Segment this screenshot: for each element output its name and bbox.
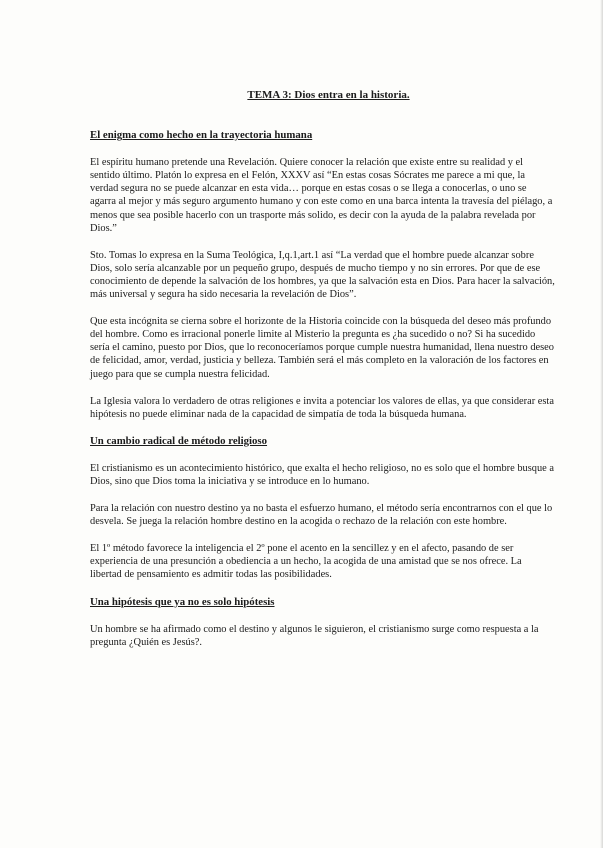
paragraph: Para la relación con nuestro destino ya no basta el esfuerzo humano, el método sería encontrarnos con el que lo desvela. Se juega la relación hombre destino en la acogida o rechazo de la relación con este hombre.: [90, 503, 553, 528]
paragraph: Sto. Tomas lo expresa en la Suma Teológica, I,q.1,art.1 así “La verdad que el hombre puede alcanzar sobre Dios, solo sería alcanzable por un pequeño grupo, después de mucho tiempo y no sin errores. Por que de ese conocimiento de depende la salvación de los hombres, ya que la salvación esta en Dios. Para hacer la salvación, más universal y segura ha sido necesaria la revelación de Dios”.: [90, 249, 555, 301]
paragraph: El cristianismo es un acontecimiento histórico, que exalta el hecho religioso, no es solo que el hombre busque a Dios, sino que Dios toma la iniciativa y se introduce en lo humano.: [90, 462, 554, 487]
paragraph: La Iglesia valora lo verdadero de otras religiones e invita a potenciar los valores de ellas, ya que considerar esta hipótesis no puede eliminar nada de la capacidad de simpatía de toda la búsqueda humana.: [90, 395, 554, 420]
paragraph: El espíritu humano pretende una Revelación. Quiere conocer la relación que existe entre su realidad y el sentido último. Platón lo expresa en el Felón, XXXV así “En estas cosas Sócrates me parece a mi que, la verdad segura no se puede alcanzar en esta vida… porque en estas cosas o se llega a conocerlas, o uno se agarra al mejor y más seguro argumento humano y con este como en una barca intenta la travesía del piélago, a menos que sea posible hacerlo con un trasporte más solido, es decir con la ayuda de la palabra revelada por Dios.”: [90, 157, 553, 234]
paragraph: El 1º método favorece la inteligencia el 2º pone el acento en la sencillez y en el afecto, pasando de ser experiencia de una presunción a obediencia a un hecho, la acogida de una amistad que se nos ofrece. La libertad de pensamiento es admitir todas las posibilidades.: [90, 543, 522, 581]
document-title: TEMA 3: Dios entra en la historia.: [247, 89, 410, 101]
section-heading-hipotesis: Una hipótesis que ya no es solo hipótesis: [90, 595, 275, 608]
paragraph: Que esta incógnita se cierna sobre el horizonte de la Historia coincide con la búsqueda del deseo más profundo del hombre. Como es irracional ponerle limite al Misterio la pregunta es ¿ha sucedido o no? Si ha sucedido sería el camino, puesto por Dios, que lo reconoceríamos porque cumple nuestra humanidad, llena nuestro deseo de felicidad, amor, verdad, justicia y belleza. También será el más completo en la valoración de los factores en juego para que se cumpla nuestra felicidad.: [90, 316, 554, 380]
section-heading-cambio-radical: Un cambio radical de método religioso: [90, 434, 268, 447]
section-heading-enigma: El enigma como hecho en la trayectoria humana: [90, 129, 313, 142]
paragraph: Un hombre se ha afirmado como el destino y algunos le siguieron, el cristianismo surge como respuesta a la pregunta ¿Quién es Jesús?.: [90, 623, 539, 648]
